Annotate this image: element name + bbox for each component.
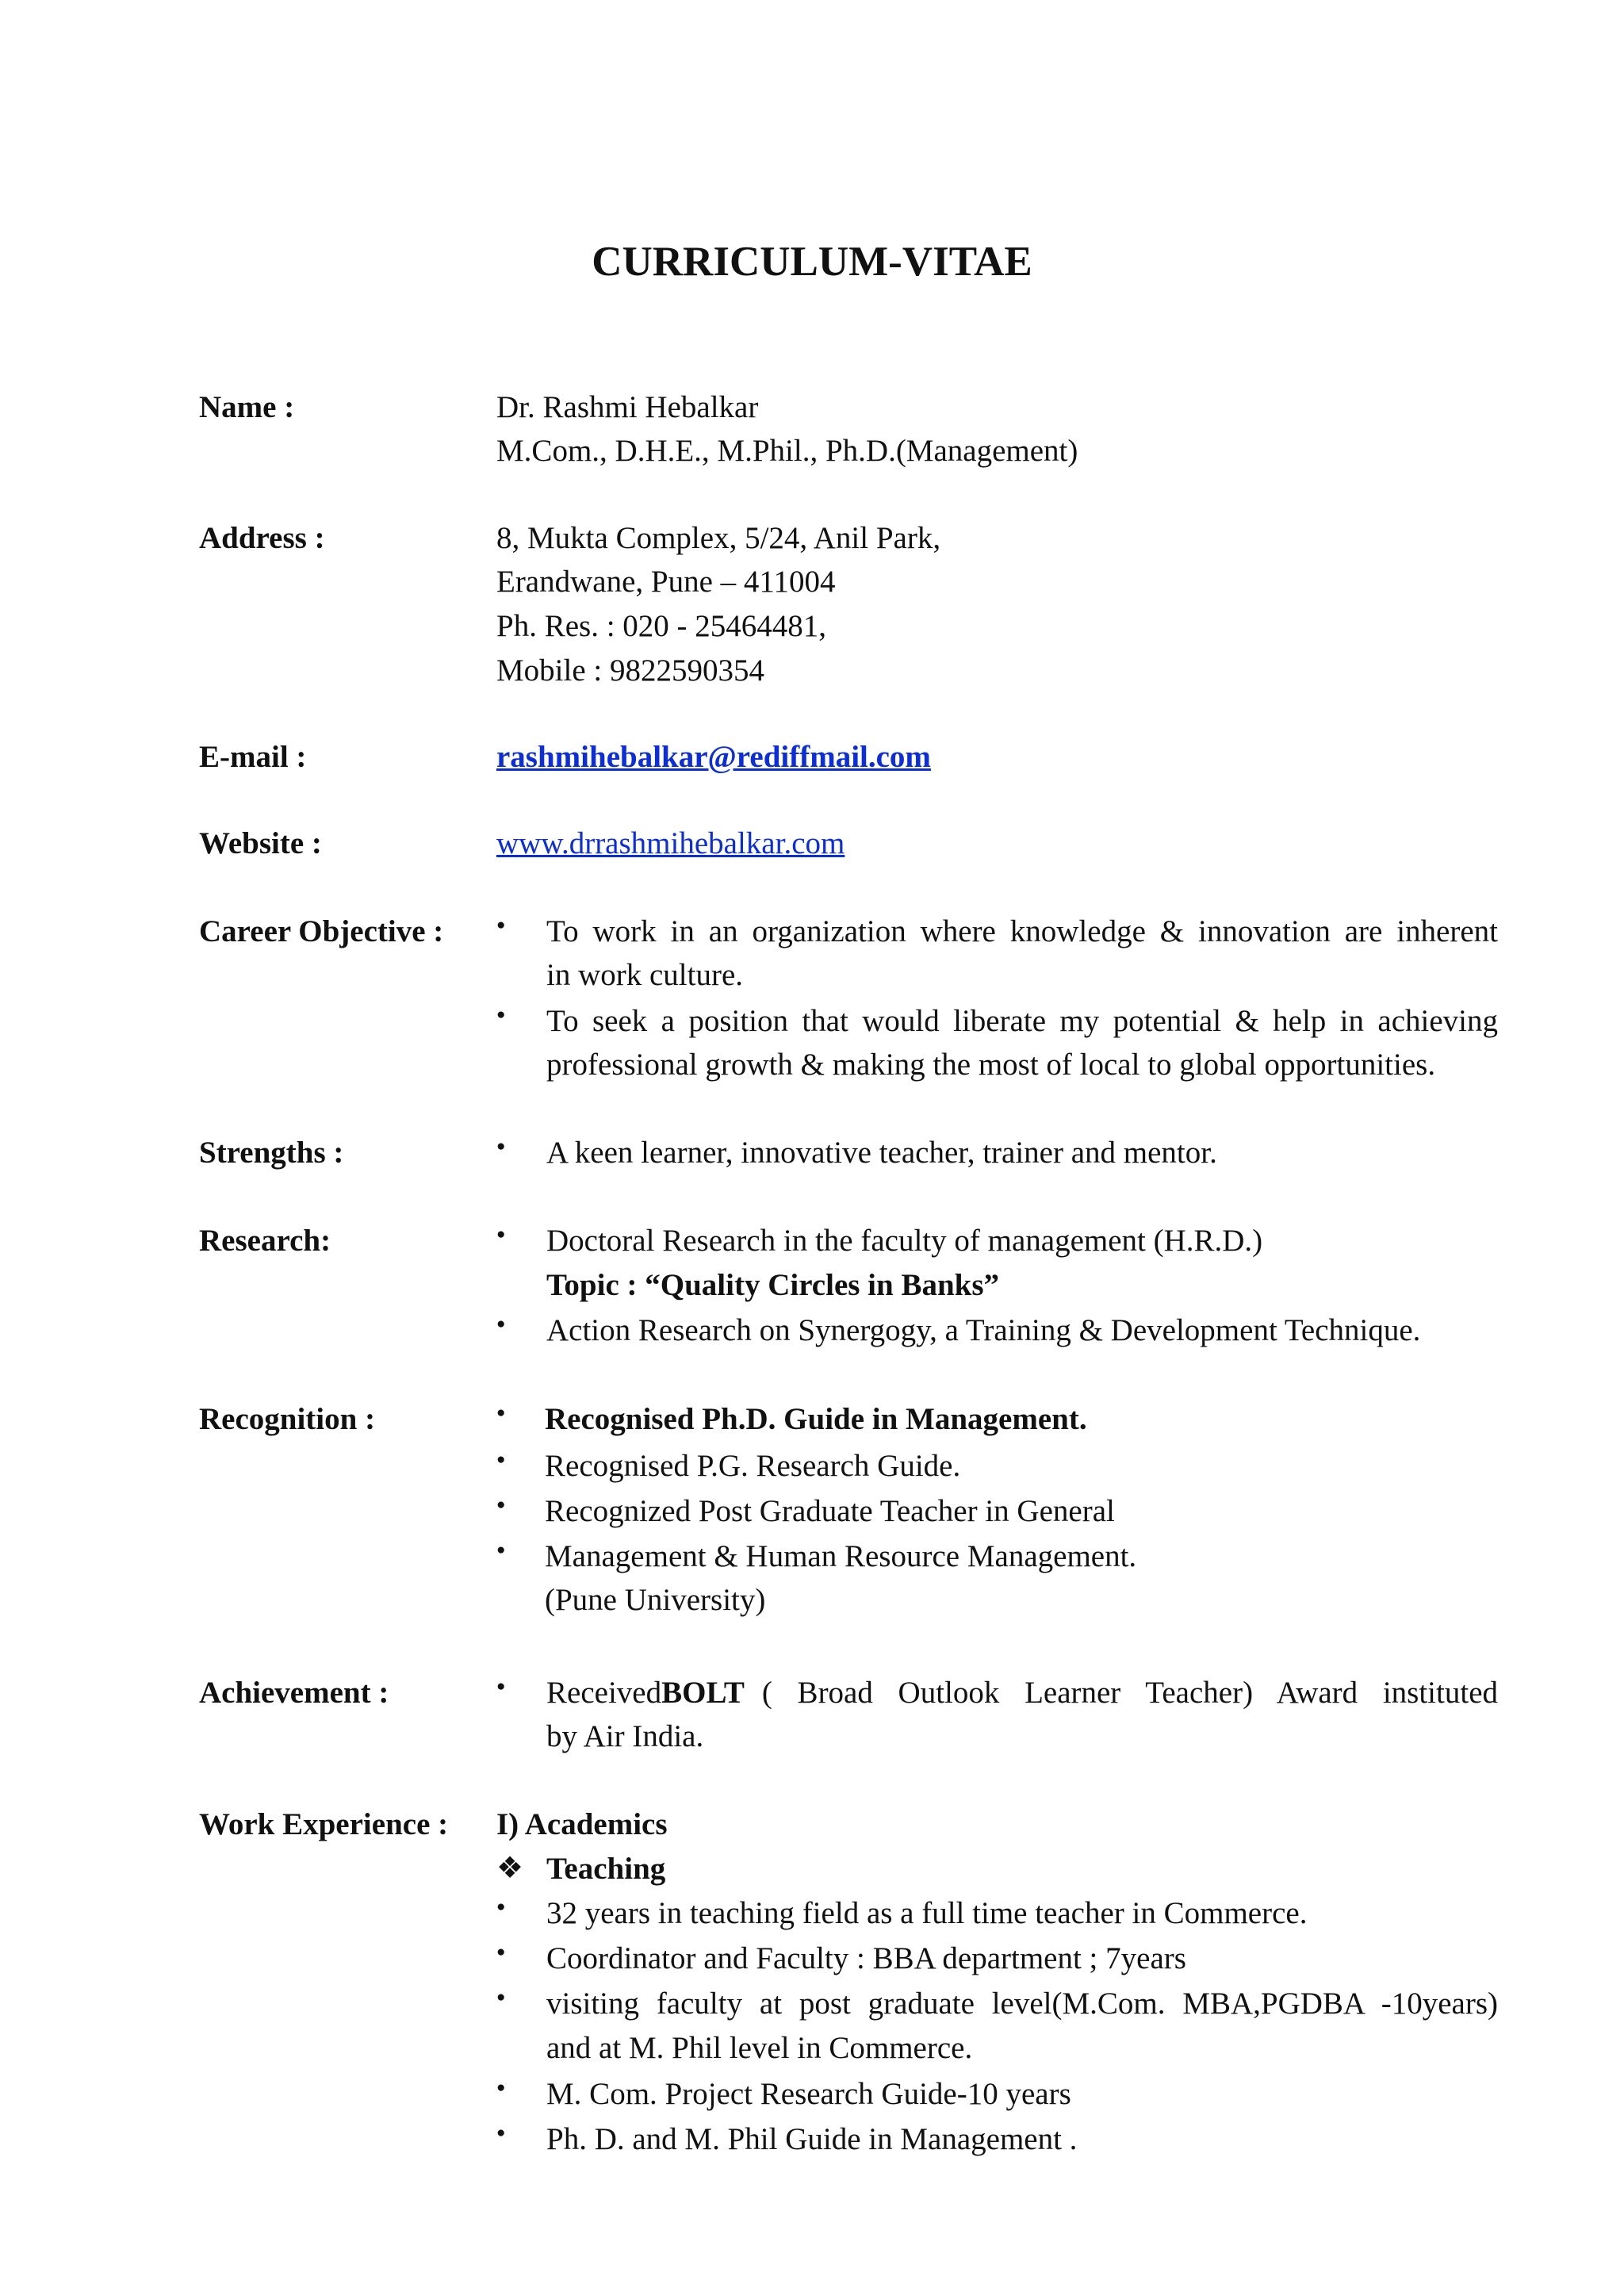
address-line-1: 8, Mukta Complex, 5/24, Anil Park, (496, 521, 941, 555)
achievement-line-2: by Air India. (546, 1719, 704, 1753)
bullet-icon (496, 1493, 528, 1520)
document-title: CURRICULUM-VITAE (592, 239, 1032, 285)
email-link[interactable]: rashmihebalkar@rediffmail.com (496, 740, 931, 774)
strength-item: A keen learner, innovative teacher, trainer and mentor. (546, 1136, 1217, 1170)
recognition-label: Recognition : (199, 1402, 376, 1436)
bullet-icon (496, 1675, 528, 1702)
address-label: Address : (199, 521, 325, 555)
recognition-item-4: Management & Human Resource Management. (545, 1539, 1137, 1573)
bullet-icon (496, 1003, 528, 1030)
recognition-item-2: Recognised P.G. Research Guide. (545, 1449, 961, 1483)
achievement-bolt: BOLT (661, 1676, 745, 1710)
work-item-1: 32 years in teaching field as a full time teacher in Commerce. (546, 1896, 1308, 1930)
research-topic: Topic : “Quality Circles in Banks” (546, 1268, 1000, 1302)
mobile-number: Mobile : 9822590354 (496, 653, 764, 688)
email-label: E-mail : (199, 740, 307, 774)
work-item-5: Ph. D. and M. Phil Guide in Management . (546, 2122, 1078, 2156)
bullet-icon (496, 1223, 528, 1250)
bullet-icon (496, 1312, 528, 1339)
bullet-icon (496, 914, 528, 941)
website-link[interactable]: www.drrashmihebalkar.com (496, 826, 845, 860)
recognition-note: (Pune University) (545, 1583, 766, 1617)
career-item-2-line-2: professional growth & making the most of local to global opportunities. (546, 1048, 1436, 1082)
work-item-4: M. Com. Project Research Guide-10 years (546, 2077, 1071, 2111)
name-value: Dr. Rashmi Hebalkar (496, 390, 759, 424)
recognition-item-1: Recognised Ph.D. Guide in Management. (545, 1402, 1087, 1436)
career-item-2-line-1: To seek a position that would liberate my potential & help in achieving (546, 1004, 1498, 1038)
recognition-item-3: Recognized Post Graduate Teacher in General (545, 1494, 1115, 1528)
website-label: Website : (199, 826, 322, 860)
bullet-icon (496, 1448, 528, 1475)
bullet-icon (496, 1941, 528, 1967)
achievement-label: Achievement : (199, 1676, 389, 1710)
teaching-subheading: Teaching (546, 1852, 666, 1886)
bullet-icon (496, 1538, 528, 1565)
bullet-icon (496, 1895, 528, 1922)
phone-residence: Ph. Res. : 020 - 25464481, (496, 609, 827, 643)
bullet-icon (496, 1135, 528, 1162)
research-item-1: Doctoral Research in the faculty of management (H.R.D.) (546, 1224, 1263, 1258)
achievement-line-1 (546, 1675, 1498, 1711)
name-label: Name : (199, 390, 295, 424)
work-item-3-line-2: and at M. Phil level in Commerce. (546, 2031, 973, 2065)
bullet-icon (496, 2076, 528, 2103)
diamond-bullet-icon: ❖ (496, 1852, 524, 1885)
research-label: Research: (199, 1224, 331, 1258)
research-item-2: Action Research on Synergogy, a Training & Development Technique. (546, 1313, 1421, 1347)
bullet-icon (496, 2121, 528, 2148)
achievement-post: ( Broad Outlook Learner Teacher) Award instituted (761, 1676, 1498, 1710)
career-item-1-line-2: in work culture. (546, 958, 744, 992)
career-objective-label: Career Objective : (199, 914, 444, 948)
strengths-label: Strengths : (199, 1136, 344, 1170)
work-item-3-line-1: visiting faculty at post graduate level(M.Com. MBA,PGDBA -10years) (546, 1987, 1498, 2021)
bullet-icon (496, 1986, 528, 2013)
qualifications: M.Com., D.H.E., M.Phil., Ph.D.(Management) (496, 434, 1078, 468)
work-item-2: Coordinator and Faculty : BBA department ; 7years (546, 1941, 1186, 1975)
achievement-pre: Received (546, 1676, 662, 1710)
career-item-1-line-1: To work in an organization where knowledge & innovation are inherent (546, 914, 1498, 948)
address-line-2: Erandwane, Pune – 411004 (496, 565, 836, 599)
bullet-icon (496, 1401, 528, 1428)
work-experience-label: Work Experience : (199, 1807, 449, 1841)
academics-heading: I) Academics (496, 1807, 668, 1841)
